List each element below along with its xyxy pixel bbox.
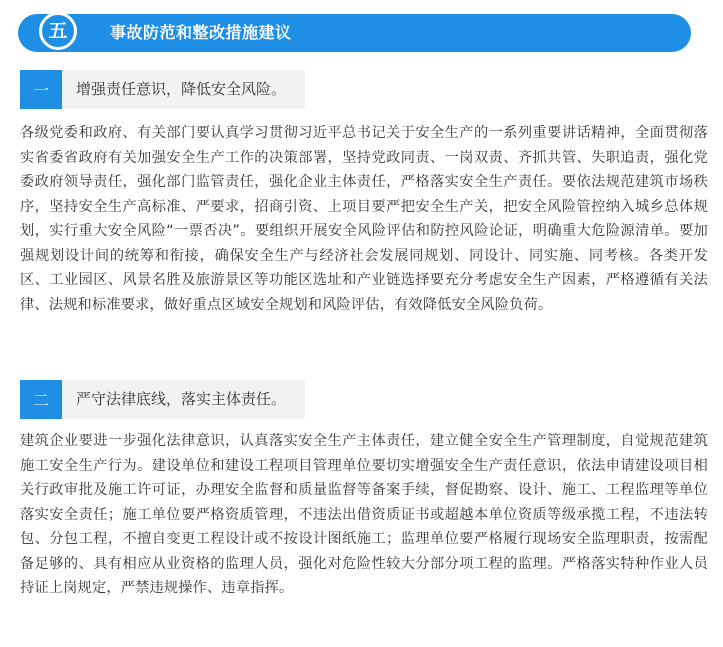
subsection-number: 一 bbox=[20, 70, 62, 109]
subsection-heading-1 bbox=[20, 70, 305, 109]
paragraph-1: 各级党委和政府、有关部门要认真学习贯彻习近平总书记关于安全生产的一系列重要讲话精神，全面贯彻落实省委省政府有关加强安全生产工作的决策部署，坚持党政同责、一岗双责、齐抓共管、失职追责，强化党委政府领导责任，强化部门监管责任，强化企业主体责任，严格落实安全生产责任。要依法规范建筑市场秩序，坚持安全生产高标准、严要求，招商引资、上项目要严把安全生产关，把安全风险管控纳入城乡总体规划，实行重大安全风险“一票否决”。要组织开展安全风险评估和防控风险论证，明确重大危险源清单。要加强规划设计间的统筹和衔接，确保安全生产与经济社会发展同规划、同设计、同实施、同考核。各类开发区、工业园区、风景名胜及旅游景区等功能区选址和产业链选择要充分考虑安全生产因素，严格遵循有关法律、法规和标准要求，做好重点区域安全规划和风险评估，有效降低安全风险负荷。 bbox=[20, 125, 708, 313]
subsection-number: 二 bbox=[20, 380, 62, 419]
section-title: 事故防范和整改措施建议 bbox=[110, 23, 292, 42]
subsection-heading-text: 严守法律底线，落实主体责任。 bbox=[76, 390, 287, 408]
subsection-heading-text: 增强责任意识，降低安全风险。 bbox=[76, 80, 287, 98]
paragraph-2: 建筑企业要进一步强化法律意识，认真落实安全生产主体责任，建立健全安全生产管理制度，自觉规范建筑施工安全生产行为。建设单位和建设工程项目管理单位要切实增强安全生产责任意识，依法申请建设项目相关行政审批及施工许可证，办理安全监督和质量监督等备案手续，督促勘察、设计、施工、工程监理等单位落实安全责任；施工单位要严格资质管理，不违法出借资质证书或超越本单位资质等级承揽工程，不违法转包、分包工程，不擅自变更工程设计或不按设计图纸施工；监理单位要严格履行现场安全监理职责，按需配备足够的、具有相应从业资格的监理人员，强化对危险性较大分部分项工程的监理。严格落实特种作业人员持证上岗规定，严禁违规操作、违章指挥。 bbox=[20, 433, 708, 596]
subsection-heading-2 bbox=[20, 380, 305, 419]
section-number-badge: 五 bbox=[39, 12, 77, 50]
